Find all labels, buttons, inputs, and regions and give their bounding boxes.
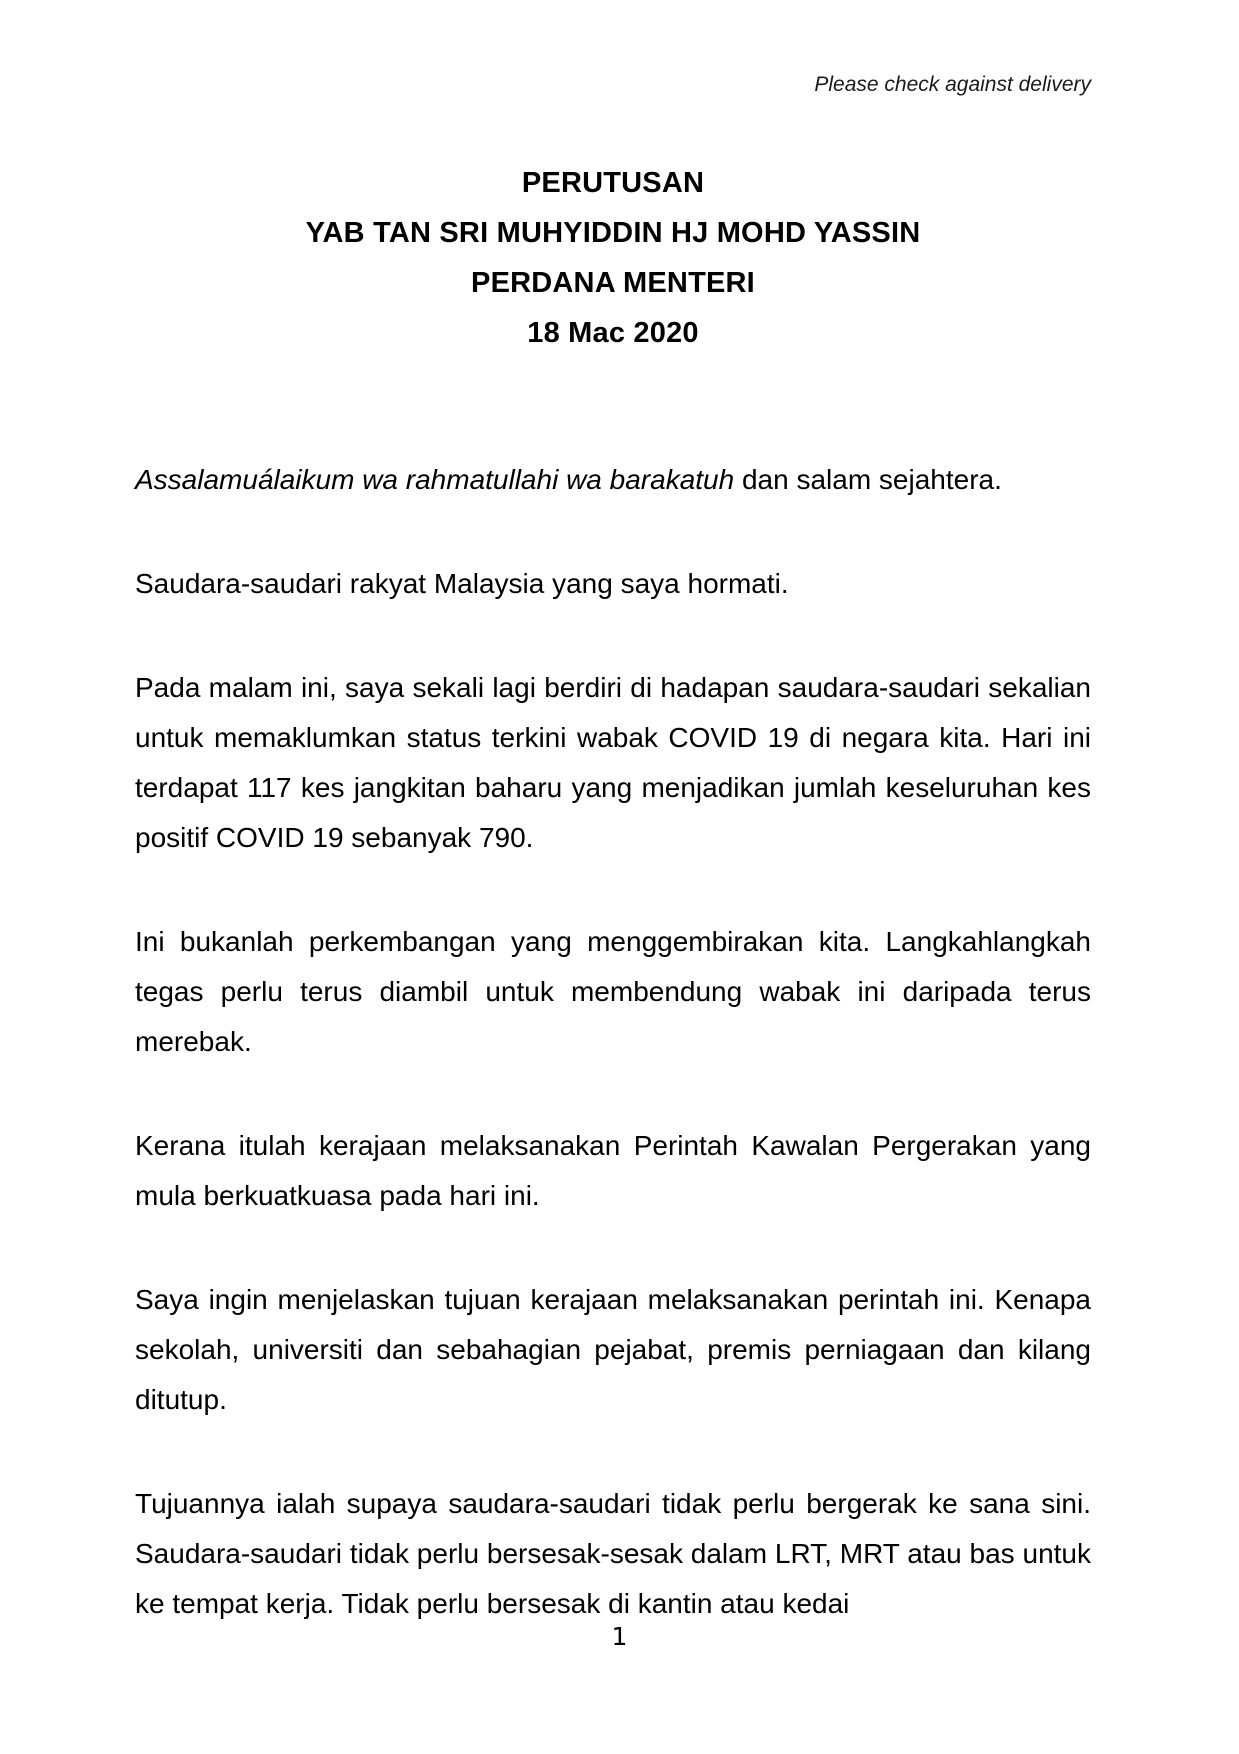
covid-status-paragraph: Pada malam ini, saya sekali lagi berdiri di hadapan saudara-saudari sekalian untuk memaklumkan status terkini wabak COVID 19 di negara kita. Hari ini terdapat 117 kes jangkitan baharu yang menjadikan jumlah keseluruhan kes positif COVID 19 sebanyak 790.	[135, 672, 1091, 853]
page-number: 1	[611, 1622, 628, 1651]
document-title: PERUTUSAN	[521, 167, 705, 199]
greeting-regular-phrase: dan salam sejahtera.	[734, 464, 1002, 495]
speaker-name: YAB TAN SRI MUHYIDDIN HJ MOHD YASSIN	[305, 217, 921, 249]
greeting-arabic-phrase: Assalamuálaikum wa rahmatullahi wa barakatuh	[135, 464, 735, 495]
speech-date: 18 Mac 2020	[527, 317, 699, 349]
speech-body	[135, 455, 1091, 1629]
delivery-note: Please check against delivery	[814, 73, 1091, 96]
speaker-role: PERDANA MENTERI	[471, 267, 755, 299]
salutation-paragraph: Saudara-saudari rakyat Malaysia yang saya hormati.	[135, 568, 789, 599]
firm-measures-paragraph: Ini bukanlah perkembangan yang menggembirakan kita. Langkahlangkah tegas perlu terus diambil untuk membendung wabak ini daripada terus merebak.	[135, 926, 1091, 1057]
order-purpose-paragraph: Saya ingin menjelaskan tujuan kerajaan melaksanakan perintah ini. Kenapa sekolah, universiti dan sebahagian pejabat, premis perniagaan dan kilang ditutup.	[135, 1284, 1091, 1415]
title-block	[135, 158, 1091, 358]
greeting-paragraph	[135, 455, 1091, 505]
movement-reduction-paragraph: Tujuannya ialah supaya saudara-saudari tidak perlu bergerak ke sana sini. Saudara-saudari tidak perlu bersesak-sesak dalam LRT, MRT atau bas untuk ke tempat kerja. Tidak perlu bersesak di kantin atau kedai	[135, 1488, 1091, 1619]
movement-control-order-paragraph: Kerana itulah kerajaan melaksanakan Perintah Kawalan Pergerakan yang mula berkuatkuasa pada hari ini.	[135, 1130, 1091, 1211]
